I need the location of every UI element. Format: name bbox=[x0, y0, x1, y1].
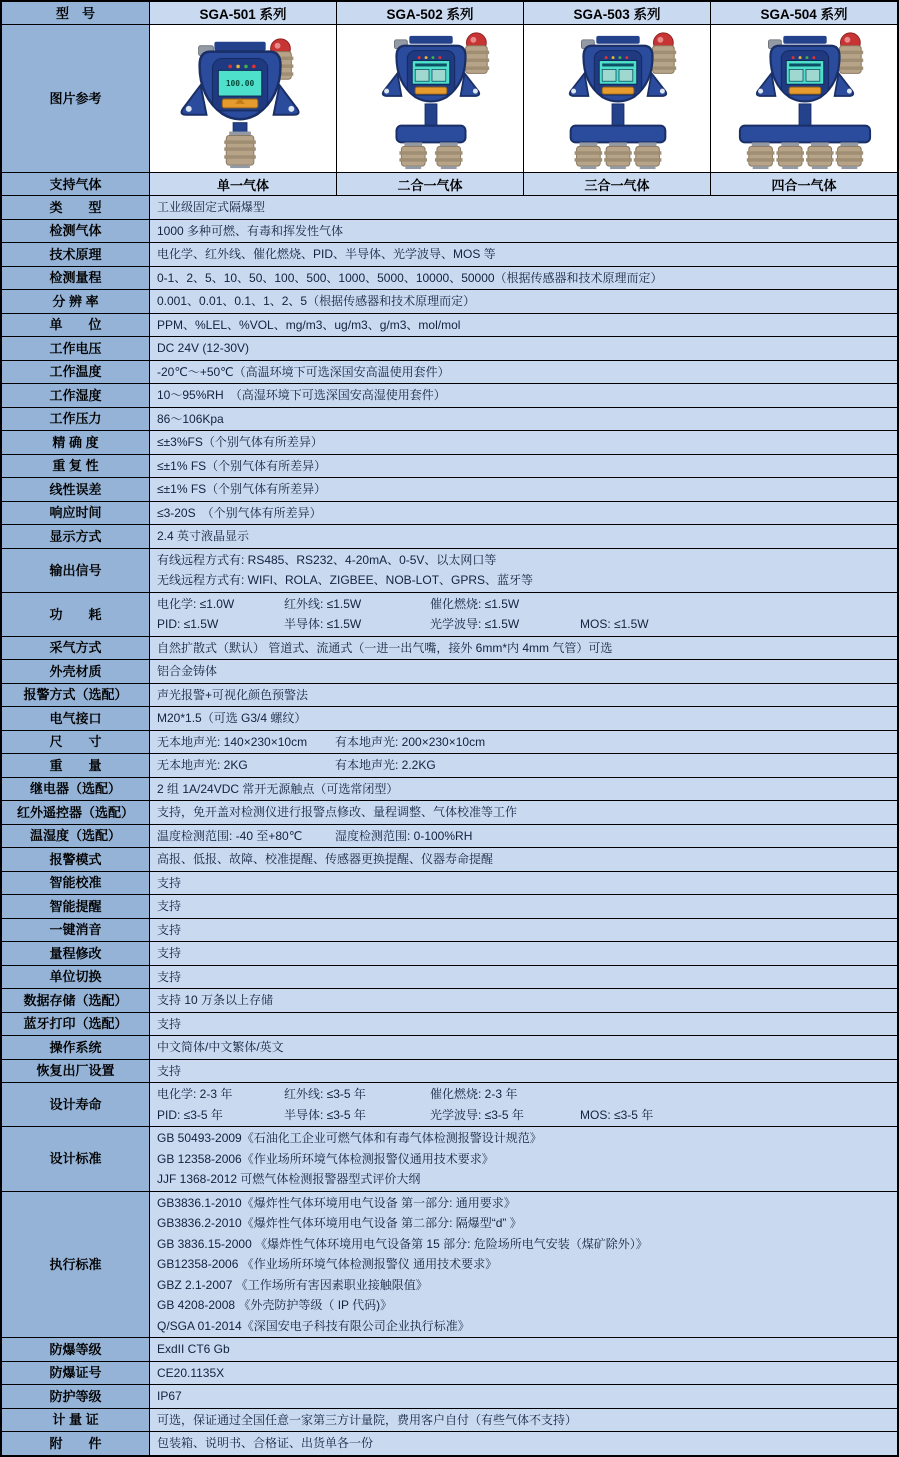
product-image-sga-503 bbox=[523, 25, 710, 172]
row-value-line bbox=[157, 661, 893, 682]
row-value-segment: 光学波导: ≤3-5 年 bbox=[430, 1107, 524, 1122]
row-value-segment: 光学波导: ≤1.5W bbox=[430, 617, 520, 631]
row-value-segment: 电化学: ≤1.0W bbox=[157, 596, 235, 611]
row-value-segment: GBZ 2.1-2007 《工作场所有害因素职业接触限值》 bbox=[157, 1277, 428, 1292]
row-value-segment: 支持 bbox=[157, 899, 182, 913]
gas-value-sga-501: 单一气体 bbox=[149, 173, 336, 195]
row-value bbox=[149, 431, 897, 454]
row-value bbox=[149, 1432, 897, 1455]
row-label: 分 辨 率 bbox=[2, 290, 149, 313]
row-value bbox=[149, 660, 897, 683]
image-row-label: 图片参考 bbox=[2, 25, 149, 172]
spec-row bbox=[2, 337, 897, 361]
row-value-line bbox=[157, 409, 893, 430]
row-value-segment: 支持 bbox=[157, 875, 182, 890]
row-value-segment: PID: ≤3-5 年 bbox=[157, 1107, 223, 1122]
row-value-segment: GB3836.1-2010《爆炸性气体环境用电气设备 第一部分: 通用要求》 bbox=[157, 1195, 516, 1210]
row-value-line bbox=[157, 315, 893, 336]
row-value bbox=[149, 872, 897, 895]
row-value-line bbox=[157, 943, 893, 964]
spec-row bbox=[2, 966, 897, 990]
row-value-line bbox=[157, 221, 893, 242]
row-value-segment: GB 50493-2009《石油化工企业可燃气体和有毒气体检测报警设计规范》 bbox=[157, 1131, 542, 1145]
row-label: 尺 寸 bbox=[2, 731, 149, 754]
row-value-segment: 支持 bbox=[157, 1063, 182, 1078]
spec-row bbox=[2, 267, 897, 291]
row-label: 蓝牙打印（选配） bbox=[2, 1013, 149, 1036]
row-value bbox=[149, 707, 897, 730]
row-value-segment: 有线远程方式有: RS485、RS232、4-20mA、0-5V、以太网口等 bbox=[157, 552, 497, 567]
row-value-segment: 铝合金铸体 bbox=[157, 664, 218, 678]
row-value-line bbox=[157, 990, 893, 1011]
spec-row bbox=[2, 290, 897, 314]
row-label: 防护等级 bbox=[2, 1385, 149, 1408]
row-value bbox=[149, 778, 897, 801]
spec-row bbox=[2, 1060, 897, 1084]
spec-row bbox=[2, 1338, 897, 1362]
row-value-line bbox=[157, 685, 893, 706]
row-value bbox=[149, 848, 897, 871]
row-value bbox=[149, 1192, 897, 1338]
gas-value-sga-504: 四合一气体 bbox=[710, 173, 897, 195]
row-value bbox=[149, 825, 897, 848]
row-value bbox=[149, 220, 897, 243]
row-value-segment: 1000 多种可燃、有毒和挥发性气体 bbox=[157, 223, 344, 238]
row-label: 防爆等级 bbox=[2, 1338, 149, 1361]
product-image-sga-501 bbox=[149, 25, 336, 172]
row-value-segment: 支持 bbox=[157, 1016, 182, 1031]
row-label: 设计标准 bbox=[2, 1127, 149, 1191]
row-value-line bbox=[157, 1213, 893, 1234]
row-value-segment: 中文简体/中文繁体/英文 bbox=[157, 1040, 284, 1054]
row-value-segment: 2.4 英寸液晶显示 bbox=[157, 529, 250, 543]
row-value-segment: 催化燃烧: 2-3 年 bbox=[430, 1087, 518, 1101]
row-value-line bbox=[157, 779, 893, 800]
row-label: 工作湿度 bbox=[2, 384, 149, 407]
row-value-segment: ≤±3%FS（个别气体有所差异） bbox=[157, 435, 323, 449]
row-value-segment: 支持 bbox=[157, 946, 182, 960]
spec-row bbox=[2, 196, 897, 220]
spec-row bbox=[2, 1362, 897, 1386]
row-label: 数据存储（选配） bbox=[2, 989, 149, 1012]
row-value-segment: 支持 bbox=[157, 922, 182, 937]
row-value-line bbox=[157, 1061, 893, 1082]
row-value-segment: ≤3-20S （个别气体有所差异） bbox=[157, 505, 322, 520]
row-value-segment: 可选，保证通过全国任意一家第三方计量院，费用客户自付（有些气体不支持） bbox=[157, 1412, 578, 1427]
row-label: 智能提醒 bbox=[2, 895, 149, 918]
row-label: 量程修改 bbox=[2, 942, 149, 965]
header-model-sga-504: SGA-504 系列 bbox=[710, 2, 897, 24]
row-value bbox=[149, 684, 897, 707]
row-value bbox=[149, 593, 897, 636]
row-value-segment: 催化燃烧: ≤1.5W bbox=[430, 596, 520, 611]
row-value-line bbox=[157, 920, 893, 941]
row-value-segment: 自然扩散式（默认） 管道式、流通式（一进一出气嘴，接外 6mm*内 4mm 气管）可选 bbox=[157, 640, 613, 655]
row-label: 类 型 bbox=[2, 196, 149, 219]
row-value-line bbox=[157, 755, 893, 776]
row-value-segment: 无本地声光: 140×230×10cm bbox=[157, 734, 308, 749]
spec-row bbox=[2, 778, 897, 802]
row-value-line bbox=[157, 1254, 893, 1275]
spec-rows-container bbox=[2, 196, 897, 1455]
row-value-line bbox=[157, 594, 893, 615]
row-value-line bbox=[157, 1295, 893, 1316]
row-value bbox=[149, 1338, 897, 1361]
spec-row bbox=[2, 660, 897, 684]
product-image-sga-502 bbox=[336, 25, 523, 172]
row-value-segment: CE20.1135X bbox=[157, 1365, 225, 1380]
spec-row bbox=[2, 707, 897, 731]
row-value-segment: 0.001、0.01、0.1、1、2、5（根据传感器和技术原理而定） bbox=[157, 294, 476, 308]
row-value-line bbox=[157, 526, 893, 547]
row-label: 显示方式 bbox=[2, 525, 149, 548]
row-value-segment: 电化学: 2-3 年 bbox=[157, 1087, 233, 1101]
spec-row bbox=[2, 1013, 897, 1037]
row-label: 温湿度（选配） bbox=[2, 825, 149, 848]
row-value-segment: 红外线: ≤3-5 年 bbox=[284, 1087, 366, 1101]
spec-row bbox=[2, 1192, 897, 1339]
row-value-segment: ≤±1% FS（个别气体有所差异） bbox=[157, 458, 327, 473]
header-model-sga-501: SGA-501 系列 bbox=[149, 2, 336, 24]
row-value bbox=[149, 361, 897, 384]
row-value-segment: 2 组 1A/24VDC 常开无源触点（可选常闭型） bbox=[157, 781, 399, 796]
row-value bbox=[149, 196, 897, 219]
row-label: 电气接口 bbox=[2, 707, 149, 730]
row-value bbox=[149, 801, 897, 824]
spec-row bbox=[2, 361, 897, 385]
row-value bbox=[149, 314, 897, 337]
row-value-segment: PPM、%LEL、%VOL、mg/m3、ug/m3、g/m3、mol/mol bbox=[157, 317, 461, 332]
row-label: 线性误差 bbox=[2, 478, 149, 501]
spec-row bbox=[2, 825, 897, 849]
row-label: 继电器（选配） bbox=[2, 778, 149, 801]
row-value-segment: 10～95%RH （高湿环境下可选深国安高湿使用套件） bbox=[157, 388, 446, 402]
row-value-segment: 电化学、红外线、催化燃烧、PID、半导体、光学波导、MOS 等 bbox=[157, 247, 496, 261]
row-label: 操作系统 bbox=[2, 1036, 149, 1059]
row-value bbox=[149, 1362, 897, 1385]
row-value-segment: 红外线: ≤1.5W bbox=[284, 596, 362, 611]
row-value-segment: 支持，免开盖对检测仪进行报警点修改、量程调整、气体校准等工作 bbox=[157, 805, 518, 819]
row-value bbox=[149, 731, 897, 754]
row-value-line bbox=[157, 432, 893, 453]
row-label: 防爆证号 bbox=[2, 1362, 149, 1385]
row-value-line bbox=[157, 1363, 893, 1384]
row-label: 外壳材质 bbox=[2, 660, 149, 683]
row-value-segment: 支持 10 万条以上存储 bbox=[157, 993, 274, 1007]
spec-row bbox=[2, 431, 897, 455]
spec-row bbox=[2, 872, 897, 896]
row-value-segment: ExdII CT6 Gb bbox=[157, 1342, 230, 1356]
header-model-sga-502: SGA-502 系列 bbox=[336, 2, 523, 24]
row-value bbox=[149, 1060, 897, 1083]
row-value-segment: 无线远程方式有: WIFI、ROLA、ZIGBEE、NOB-LOT、GPRS、蓝牙等 bbox=[157, 573, 534, 587]
row-value-line bbox=[157, 802, 893, 823]
spec-row bbox=[2, 754, 897, 778]
row-value-line bbox=[157, 479, 893, 500]
row-value-line bbox=[157, 614, 893, 635]
row-value-segment: 0-1、2、5、10、50、100、500、1000、5000、10000、50000（根据传感器和技术原理而定） bbox=[157, 270, 663, 285]
row-value-segment: 半导体: ≤3-5 年 bbox=[284, 1107, 366, 1122]
row-value-line bbox=[157, 1084, 893, 1105]
header-model-sga-503: SGA-503 系列 bbox=[523, 2, 710, 24]
row-value-segment: PID: ≤1.5W bbox=[157, 617, 219, 631]
spec-row bbox=[2, 549, 897, 593]
row-value-line bbox=[157, 385, 893, 406]
row-value bbox=[149, 549, 897, 592]
supported-gas-row bbox=[2, 173, 897, 196]
row-label: 设计寿命 bbox=[2, 1083, 149, 1126]
row-value-segment: 高报、低报、故障、校准提醒、传感器更换提醒、仪器寿命提醒 bbox=[157, 852, 494, 866]
row-value bbox=[149, 455, 897, 478]
spec-row bbox=[2, 243, 897, 267]
row-label: 工作压力 bbox=[2, 408, 149, 431]
row-value-line bbox=[157, 1193, 893, 1214]
row-value-line bbox=[157, 291, 893, 312]
svg-text:100.00: 100.00 bbox=[225, 78, 254, 88]
row-value bbox=[149, 267, 897, 290]
spec-row bbox=[2, 1409, 897, 1433]
row-value bbox=[149, 1127, 897, 1191]
row-value-line bbox=[157, 826, 893, 847]
row-value-segment: 温度检测范围: -40 至+80℃ bbox=[157, 828, 303, 843]
row-value-segment: 有本地声光: 200×230×10cm bbox=[335, 734, 486, 749]
row-value-line bbox=[157, 1386, 893, 1407]
row-value-line bbox=[157, 1316, 893, 1337]
image-reference-row bbox=[2, 25, 897, 173]
gas-row-label: 支持气体 bbox=[2, 173, 149, 195]
row-value bbox=[149, 478, 897, 501]
spec-row bbox=[2, 525, 897, 549]
row-value-segment: 86～106Kpa bbox=[157, 411, 224, 426]
spec-row bbox=[2, 801, 897, 825]
row-value-segment: MOS: ≤3-5 年 bbox=[580, 1107, 654, 1122]
spec-row bbox=[2, 220, 897, 244]
row-label: 智能校准 bbox=[2, 872, 149, 895]
row-value-segment: M20*1.5（可选 G3/4 螺纹） bbox=[157, 711, 307, 725]
row-label: 功 耗 bbox=[2, 593, 149, 636]
row-value-line bbox=[157, 268, 893, 289]
row-value-line bbox=[157, 1128, 893, 1149]
row-value-line bbox=[157, 638, 893, 659]
row-label: 红外遥控器（选配） bbox=[2, 801, 149, 824]
spec-row bbox=[2, 1127, 897, 1192]
row-value-line bbox=[157, 1037, 893, 1058]
row-value bbox=[149, 1409, 897, 1432]
row-value-line bbox=[157, 456, 893, 477]
spec-row bbox=[2, 502, 897, 526]
row-value-segment: -20℃～+50℃（高温环境下可选深国安高温使用套件） bbox=[157, 364, 450, 379]
row-label: 重 复 性 bbox=[2, 455, 149, 478]
row-value-segment: 声光报警+可视化颜色预警法 bbox=[157, 687, 309, 702]
gas-value-sga-502: 二合一气体 bbox=[336, 173, 523, 195]
spec-row bbox=[2, 989, 897, 1013]
row-label: 响应时间 bbox=[2, 502, 149, 525]
row-value-line bbox=[157, 849, 893, 870]
spec-row bbox=[2, 731, 897, 755]
row-value-line bbox=[157, 967, 893, 988]
spec-row bbox=[2, 637, 897, 661]
row-value-line bbox=[157, 1339, 893, 1360]
row-label: 单位切换 bbox=[2, 966, 149, 989]
row-value-segment: GB 4208-2008 《外壳防护等级（ IP 代码)》 bbox=[157, 1298, 393, 1312]
row-value bbox=[149, 1083, 897, 1126]
row-label: 单 位 bbox=[2, 314, 149, 337]
row-value bbox=[149, 895, 897, 918]
row-value-segment: 湿度检测范围: 0-100%RH bbox=[335, 828, 473, 843]
row-value-line bbox=[157, 1410, 893, 1431]
row-value bbox=[149, 637, 897, 660]
row-value-segment: 无本地声光: 2KG bbox=[157, 758, 248, 772]
row-value-line bbox=[157, 570, 893, 591]
row-value-segment: IP67 bbox=[157, 1389, 182, 1403]
spec-row bbox=[2, 593, 897, 637]
row-label: 执行标准 bbox=[2, 1192, 149, 1338]
row-value-segment: 半导体: ≤1.5W bbox=[284, 617, 362, 631]
row-value-segment: JJF 1368-2012 可燃气体检测报警器型式评价大纲 bbox=[157, 1172, 421, 1186]
header-model-label: 型 号 bbox=[2, 2, 149, 24]
product-image-sga-504 bbox=[710, 25, 897, 172]
row-value-line bbox=[157, 873, 893, 894]
spec-row bbox=[2, 684, 897, 708]
row-value bbox=[149, 942, 897, 965]
gas-value-sga-503: 三合一气体 bbox=[523, 173, 710, 195]
spec-row bbox=[2, 848, 897, 872]
spec-row bbox=[2, 1432, 897, 1455]
row-value-line bbox=[157, 338, 893, 359]
row-value-segment: MOS: ≤1.5W bbox=[580, 617, 649, 631]
row-label: 重 量 bbox=[2, 754, 149, 777]
row-label: 恢复出厂设置 bbox=[2, 1060, 149, 1083]
row-value-segment: GB12358-2006 《作业场所环境气体检测报警仪 通用技术要求》 bbox=[157, 1257, 498, 1271]
spec-row bbox=[2, 1385, 897, 1409]
spec-row bbox=[2, 1083, 897, 1127]
row-value-line bbox=[157, 1014, 893, 1035]
row-label: 工作温度 bbox=[2, 361, 149, 384]
spec-row bbox=[2, 314, 897, 338]
row-value-line bbox=[157, 732, 893, 753]
row-value bbox=[149, 384, 897, 407]
row-value-line bbox=[157, 503, 893, 524]
row-label: 技术原理 bbox=[2, 243, 149, 266]
row-value-line bbox=[157, 896, 893, 917]
row-value-segment: Q/SGA 01-2014《深国安电子科技有限公司企业执行标准》 bbox=[157, 1318, 470, 1333]
row-value-line bbox=[157, 362, 893, 383]
row-value-line bbox=[157, 1105, 893, 1126]
row-label: 精 确 度 bbox=[2, 431, 149, 454]
row-value-line bbox=[157, 1169, 893, 1190]
row-value-segment: 支持 bbox=[157, 969, 182, 984]
row-value-segment: 工业级固定式隔爆型 bbox=[157, 200, 266, 214]
spec-row bbox=[2, 455, 897, 479]
row-value-line bbox=[157, 1234, 893, 1255]
row-label: 一键消音 bbox=[2, 919, 149, 942]
spec-row bbox=[2, 895, 897, 919]
row-value bbox=[149, 1036, 897, 1059]
row-label: 检测量程 bbox=[2, 267, 149, 290]
row-value-line bbox=[157, 550, 893, 571]
row-value-line bbox=[157, 197, 893, 218]
row-value bbox=[149, 989, 897, 1012]
row-label: 报警方式（选配） bbox=[2, 684, 149, 707]
row-value-segment: 有本地声光: 2.2KG bbox=[335, 758, 436, 772]
row-value-line bbox=[157, 1433, 893, 1454]
row-value bbox=[149, 502, 897, 525]
row-value bbox=[149, 754, 897, 777]
row-value bbox=[149, 337, 897, 360]
row-value-line bbox=[157, 1149, 893, 1170]
spec-row bbox=[2, 408, 897, 432]
row-value-segment: 包装箱、说明书、合格证、出货单各一份 bbox=[157, 1436, 374, 1450]
spec-row bbox=[2, 942, 897, 966]
row-value bbox=[149, 919, 897, 942]
row-value bbox=[149, 525, 897, 548]
row-label: 检测气体 bbox=[2, 220, 149, 243]
row-value bbox=[149, 290, 897, 313]
spec-row bbox=[2, 1036, 897, 1060]
row-label: 计 量 证 bbox=[2, 1409, 149, 1432]
row-value bbox=[149, 1013, 897, 1036]
table-header-row bbox=[2, 2, 897, 25]
spec-row bbox=[2, 384, 897, 408]
row-value bbox=[149, 1385, 897, 1408]
row-value bbox=[149, 243, 897, 266]
row-label: 附 件 bbox=[2, 1432, 149, 1455]
row-value-segment: GB 12358-2006《作业场所环境气体检测报警仪通用技术要求》 bbox=[157, 1151, 494, 1166]
row-value-segment: GB 3836.15-2000 《爆炸性气体环境用电气设备第 15 部分: 危险场所电气安装（煤矿除外）》 bbox=[157, 1236, 648, 1251]
row-label: 输出信号 bbox=[2, 549, 149, 592]
row-value-line bbox=[157, 708, 893, 729]
row-label: 工作电压 bbox=[2, 337, 149, 360]
row-label: 采气方式 bbox=[2, 637, 149, 660]
spec-row bbox=[2, 478, 897, 502]
row-value-segment: ≤±1% FS（个别气体有所差异） bbox=[157, 482, 327, 496]
row-value-line bbox=[157, 1275, 893, 1296]
row-value-segment: GB3836.2-2010《爆炸性气体环境用电气设备 第二部分: 隔爆型“d” 》 bbox=[157, 1216, 522, 1230]
row-value-segment: DC 24V (12-30V) bbox=[157, 341, 250, 355]
row-value-line bbox=[157, 244, 893, 265]
row-value bbox=[149, 408, 897, 431]
row-value bbox=[149, 966, 897, 989]
spec-row bbox=[2, 919, 897, 943]
row-label: 报警模式 bbox=[2, 848, 149, 871]
